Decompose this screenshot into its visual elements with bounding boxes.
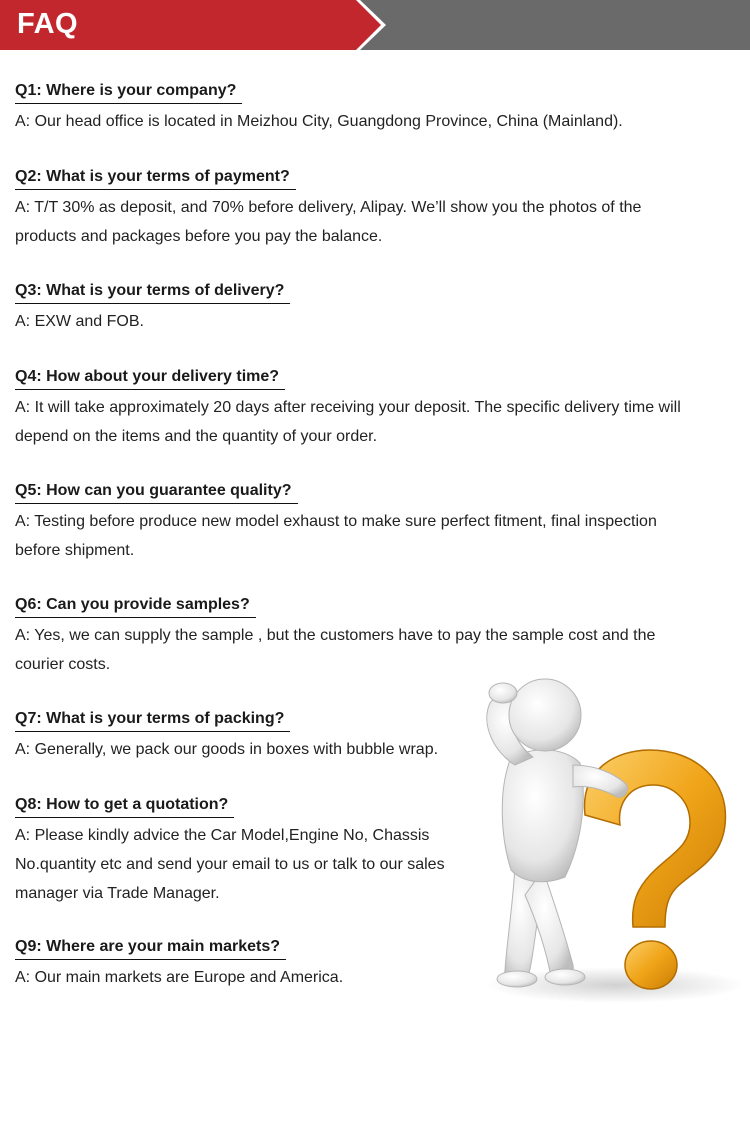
faq-answer-7: A: Generally, we pack our goods in boxes with bubble wrap. — [15, 741, 439, 758]
faq-item-4 — [15, 364, 735, 450]
faq-item-3 — [15, 278, 735, 336]
faq-item-2 — [15, 164, 735, 250]
faq-question-6: Q6: Can you provide samples? — [15, 595, 256, 618]
faq-answer-8: A: Please kindly advice the Car Model,Engine No, Chassis No.quantity etc and send your email to us or talk to our sales manager via Trade Manager. — [15, 827, 445, 902]
faq-answer-3: A: EXW and FOB. — [15, 313, 144, 330]
faq-question-4: Q4: How about your delivery time? — [15, 367, 285, 390]
page-title: FAQ — [17, 8, 79, 40]
faq-item-5 — [15, 478, 735, 564]
faq-question-5: Q5: How can you guarantee quality? — [15, 481, 298, 504]
faq-question-8: Q8: How to get a quotation? — [15, 795, 234, 818]
faq-answer-4: A: It will take approximately 20 days after receiving your deposit. The specific delivery time will depend on the items and the quantity of your order. — [15, 399, 681, 445]
faq-question-7: Q7: What is your terms of packing? — [15, 709, 290, 732]
thinking-figure-question-mark-icon — [455, 665, 750, 1025]
faq-answer-9: A: Our main markets are Europe and America. — [15, 969, 344, 986]
faq-question-9: Q9: Where are your main markets? — [15, 937, 286, 960]
faq-answer-2: A: T/T 30% as deposit, and 70% before delivery, Alipay. We’ll show you the photos of the products and packages before you pay the balance. — [15, 199, 642, 245]
faq-question-3: Q3: What is your terms of delivery? — [15, 281, 290, 304]
faq-question-1: Q1: Where is your company? — [15, 81, 242, 104]
faq-question-2: Q2: What is your terms of payment? — [15, 167, 296, 190]
faq-header-bar — [0, 0, 750, 50]
faq-answer-1: A: Our head office is located in Meizhou City, Guangdong Province, China (Mainland). — [15, 113, 623, 130]
faq-item-1 — [15, 78, 735, 136]
faq-answer-5: A: Testing before produce new model exhaust to make sure perfect fitment, final inspection before shipment. — [15, 513, 657, 559]
header-banner-shape — [0, 0, 750, 50]
faq-answer-6: A: Yes, we can supply the sample , but the customers have to pay the sample cost and the courier costs. — [15, 627, 656, 673]
